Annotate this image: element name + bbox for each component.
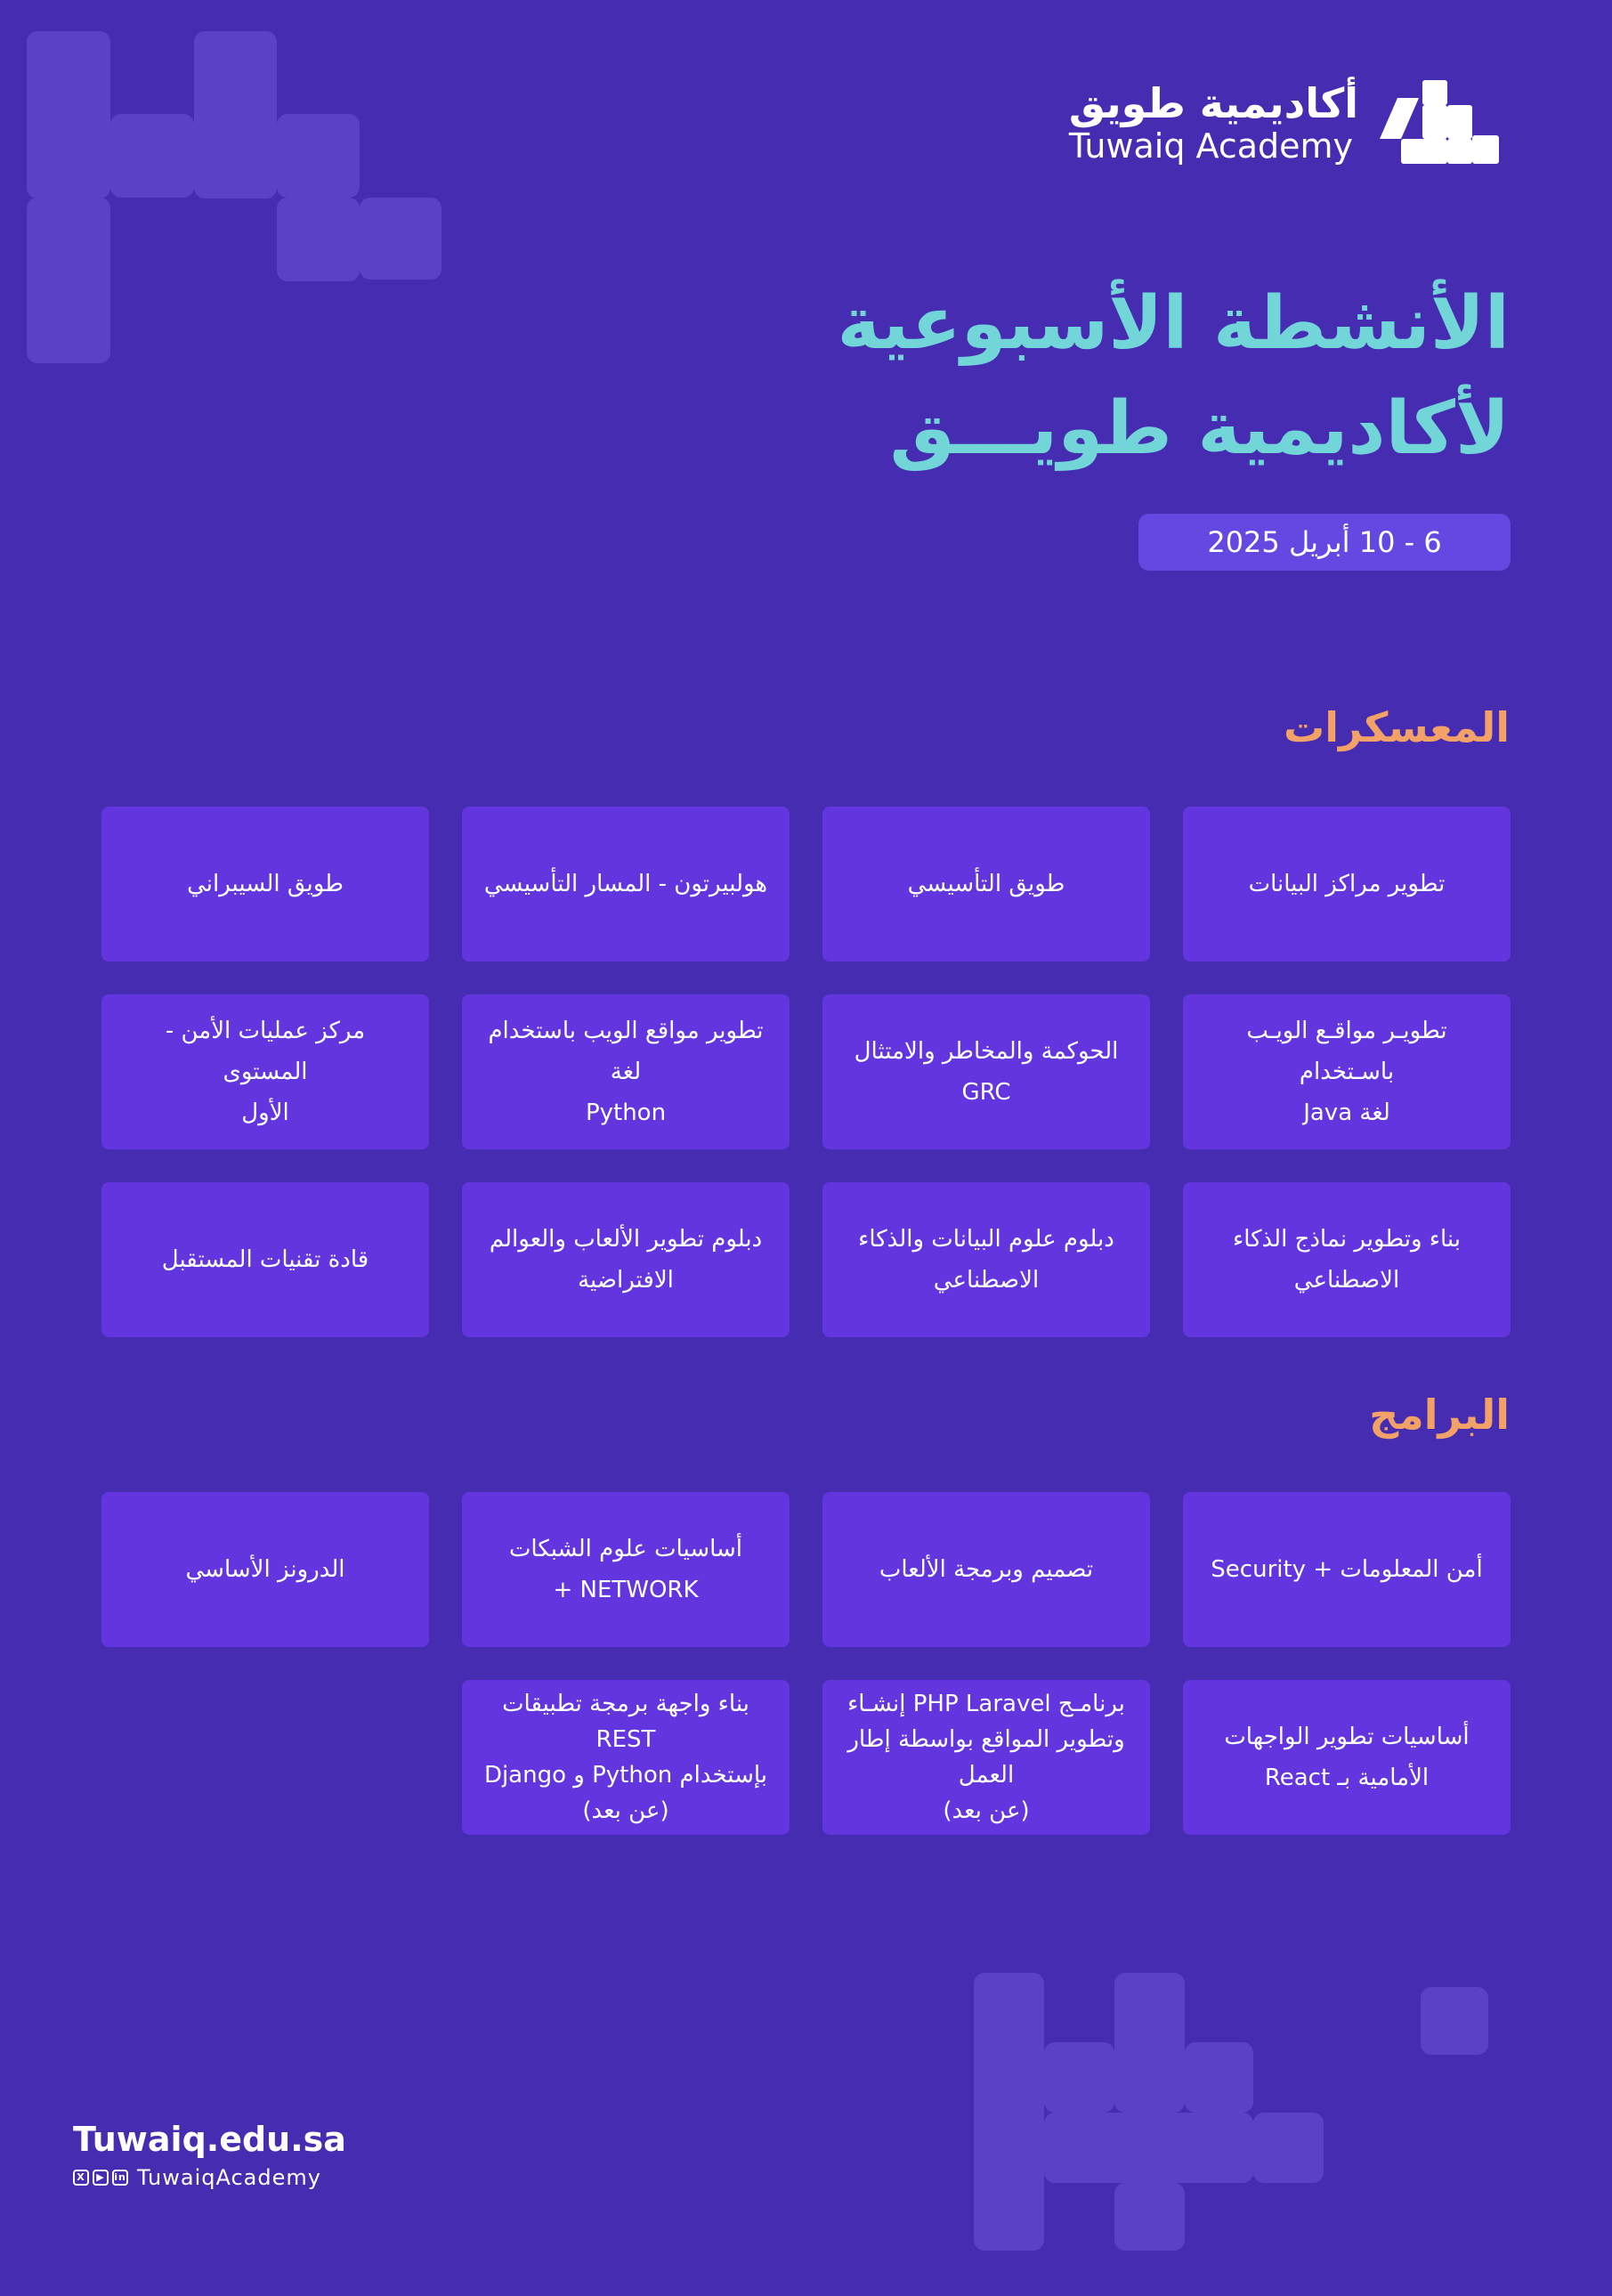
- decorative-pattern: [277, 198, 360, 281]
- camp-card: [101, 1182, 429, 1337]
- program-card: [822, 1680, 1150, 1835]
- program-label: أمن المعلومات + Security: [1211, 1556, 1483, 1583]
- program-card: [462, 1680, 790, 1835]
- program-label: بناء واجهة برمجة تطبيقات REST بإستخدام Python و Django (عن بعد): [483, 1691, 768, 1824]
- youtube-icon[interactable]: ▶: [93, 2170, 109, 2186]
- camp-label: مركز عمليات الأمن - المستوى الأول: [165, 1018, 366, 1126]
- decorative-pattern: [194, 31, 277, 199]
- page-title: [838, 272, 1510, 482]
- program-label: برنامـج PHP Laravel إنشـاء وتطوير المواقع بواسطة إطار العمل (عن بعد): [847, 1691, 1125, 1824]
- title-line-2: لأكاديمية طويـــق: [889, 386, 1510, 471]
- title-line-1: الأنشطة الأسبوعية: [837, 281, 1510, 366]
- camp-label: تطوير مراكز البيانات: [1248, 871, 1446, 897]
- camp-label: تطوير مواقع الويب باستخدام لغة Python: [488, 1018, 764, 1126]
- camp-label: الحوكمة والمخاطر والامتثال GRC: [854, 1038, 1119, 1106]
- decorative-pattern: [1114, 2183, 1185, 2251]
- program-label: أساسيات تطوير الواجهات الأمامية بـ React: [1224, 1724, 1470, 1791]
- program-card: [101, 1492, 429, 1647]
- footer: [73, 2117, 346, 2190]
- decorative-pattern: [27, 198, 110, 363]
- camp-card: [462, 1182, 790, 1337]
- programs-section-title: البرامج: [1369, 1391, 1510, 1439]
- camp-card: [462, 994, 790, 1149]
- program-card: [462, 1492, 790, 1647]
- decorative-pattern: [1421, 1987, 1488, 2055]
- decorative-pattern: [1044, 2042, 1114, 2113]
- date-badge: [1138, 514, 1511, 571]
- decorative-pattern: [277, 114, 360, 198]
- camp-card: [101, 807, 429, 961]
- camp-card: [822, 1182, 1150, 1337]
- program-card: [1183, 1492, 1511, 1647]
- camp-card: [822, 994, 1150, 1149]
- website-link[interactable]: Tuwaiq.edu.sa: [73, 2120, 346, 2159]
- decorative-pattern: [110, 114, 194, 198]
- decorative-pattern: [27, 31, 110, 199]
- camp-card: [462, 807, 790, 961]
- program-label: الدرونز الأساسي: [185, 1556, 345, 1583]
- tuwaiq-logo-icon: [1380, 80, 1501, 166]
- linkedin-icon[interactable]: in: [112, 2170, 128, 2186]
- camp-label: هولبيرتون - المسار التأسيسي: [483, 871, 768, 897]
- camp-label: تطويـر مواقـع الويـب باسـتخدام لغة Java: [1246, 1018, 1447, 1126]
- camp-label: طويق السيبراني: [187, 871, 344, 897]
- decorative-pattern: [974, 1973, 1044, 2251]
- camp-card: [822, 807, 1150, 961]
- camps-section-title: المعسكرات: [1283, 703, 1510, 751]
- camp-label: دبلوم علوم البيانات والذكاء الاصطناعي: [858, 1226, 1114, 1294]
- decorative-pattern: [1044, 2113, 1253, 2183]
- camp-label: طويق التأسيسي: [907, 871, 1065, 897]
- program-label: تصميم وبرمجة الألعاب: [879, 1556, 1094, 1583]
- camp-label: بناء وتطوير نماذج الذكاء الاصطناعي: [1232, 1226, 1462, 1294]
- camp-label: قادة تقنيات المستقبل: [161, 1246, 369, 1273]
- program-label: أساسيات علوم الشبكات NETWORK +: [508, 1536, 743, 1603]
- camp-card: [101, 994, 429, 1149]
- social-row: [73, 2165, 346, 2190]
- program-card: [1183, 1680, 1511, 1835]
- logo-name-arabic: أكاديمية طويق: [1068, 79, 1358, 127]
- camp-card: [1183, 994, 1511, 1149]
- camp-card: [1183, 807, 1511, 961]
- x-icon[interactable]: X: [73, 2170, 89, 2186]
- camp-card: [1183, 1182, 1511, 1337]
- date-text: 6 - 10 أبريل 2025: [1207, 525, 1442, 559]
- program-card: [822, 1492, 1150, 1647]
- social-handle: TuwaiqAcademy: [137, 2165, 321, 2190]
- decorative-pattern: [1114, 1973, 1185, 2113]
- logo-text: [1069, 80, 1358, 166]
- logo-name-english: Tuwaiq Academy: [1068, 126, 1354, 166]
- decorative-pattern: [1185, 2042, 1253, 2113]
- camp-label: دبلوم تطوير الألعاب والعوالم الافتراضية: [489, 1226, 763, 1294]
- brand-logo: [1069, 80, 1501, 166]
- decorative-pattern: [360, 198, 441, 280]
- decorative-pattern: [1253, 2113, 1324, 2183]
